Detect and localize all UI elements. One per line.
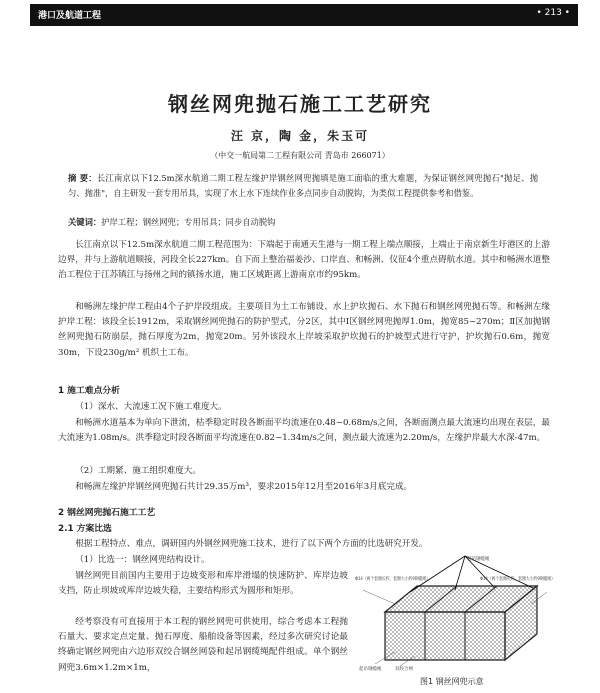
keywords xyxy=(68,216,538,229)
section-1-item-1: （1）深水、大流速工况下施工难度大。 xyxy=(75,402,227,412)
section-1-item-2: （2）工期紧、施工组织难度大。 xyxy=(75,466,201,476)
wire-mesh-bag-diagram xyxy=(355,552,569,672)
section-1-paragraph-2: 和畅洲左缘护岸钢丝网兜抛石共计29.35万m³，要求2015年12月至2016年3月底完成。 xyxy=(75,482,413,492)
section-1-paragraph-1: 和畅洲水道基本为单向下泄流，枯季稳定时段各断面平均流速在0.48~0.68m/s之间，各断面测点最大流速均出现在表层，最大流速为1.08m/s。洪季稳定时段各断面平均流速在0.82~1.34m/s之间，测点最大流速为2.20m/s，左缘护岸最大水深-47m。 xyxy=(58,418,550,444)
label-bottom-cable: 起吊钢缆绳 xyxy=(359,667,382,672)
abstract-text: 长江南京以下12.5m深水航道二期工程左缘护岸钢丝网兜抛填是施工面临的重大难题，为保证钢丝网兜抛石"抛足、抛匀、抛准"，自主研发一套专用吊具，实现了水上水下连续作业多点同步自动脱钩，为类似工程提供参考和借鉴。 xyxy=(68,173,538,198)
section-2-1-heading: 2.1 方案比选 xyxy=(58,524,112,534)
section-2-item-1: （1）比选一：钢丝网兜结构设计。 xyxy=(75,555,210,565)
label-right: Φ14（两个套圈长约，套圈大小约9钢缆绳） xyxy=(480,577,569,582)
section-2-paragraph-2: 钢丝网兜目前国内主要用于边坡变形和库岸滑塌的快速防护、库岸边坡支挡，防止坝坡或库岸边坡失稳，主要结构形式为圆形和矩形。 xyxy=(58,571,348,597)
label-bottom-mesh: 双绞合网 xyxy=(395,667,413,672)
section-2-heading: 2 钢丝网兜抛石施工工艺 xyxy=(58,508,156,518)
section-2-paragraph-3: 经考察没有可直接用于本工程的钢丝网兜可供使用，综合考虑本工程抛石量大、要求定点定量、抛石厚度、船舶设备等因素，经过多次研究讨论最终确定钢丝网兜由六边形双绞合钢丝网袋和起吊钢缆绳配件组成。单个钢丝网兜3.6m×1.2m×1m， xyxy=(58,617,348,673)
journal-name: 港口及航道工程 xyxy=(38,11,102,21)
running-header-bar xyxy=(30,4,578,26)
keywords-text: 护岸工程；钢丝网兜；专用吊具；同步自动脱钩 xyxy=(101,217,276,227)
section-2-paragraph-1: 根据工程特点、难点，调研国内外钢丝网兜施工技术，进行了以下两个方面的比选研究开发。 xyxy=(75,539,428,549)
abstract xyxy=(68,171,538,200)
section-1-heading: 1 施工难点分析 xyxy=(58,386,120,396)
label-top-cable: 起吊钢缆绳 xyxy=(467,557,490,562)
figure-1 xyxy=(355,552,569,672)
label-left: Φ14（两个套圈长约，套圈大小约9钢缆绳） xyxy=(355,577,444,582)
authors: 汪 京，陶 金，朱玉可 xyxy=(230,129,370,143)
abstract-label: 摘 要： xyxy=(68,173,97,183)
intro-paragraph-2: 和畅洲左缘护岸工程由4个子护岸段组成。主要项目为土工布铺设、水上护坎抛石、水下抛石和钢丝网兜抛石等。和畅洲左缘护岸工程：该段全长1912m，采取钢丝网兜抛石的防护型式，分2区，其中Ⅰ区钢丝网兜抛厚1.0m，抛宽85~270m；Ⅱ区加抛钢丝网兜抛石防崩层，抛石厚度为2m，抛宽20m。另外该段水上岸坡采取护坎抛石的护坡型式进行守护，护坎抛石0.6m，抛宽30m，下设230g/m² 机织土工布。 xyxy=(58,302,550,358)
figure-1-caption: 图1 钢丝网兜示意 xyxy=(420,677,484,686)
intro-paragraph-1: 长江南京以下12.5m深水航道二期工程范围为：下端起于南通天生港与一期工程上端点顺接，上端止于南京新生圩港区的上游边界，并与上游航道顺接，河段全长227km。自下而上整治福姜沙、口岸直、和畅洲、仪征4个重点碍航水道。其中和畅洲水道整治工程位于江苏镇江与扬州之间的镇扬水道，施工区域距离上游南京市约95km。 xyxy=(58,240,550,281)
affiliation: （中交一航局第二工程有限公司 青岛市 266071） xyxy=(210,151,390,160)
bag-front-face xyxy=(385,612,505,660)
page-number: • 213 • xyxy=(536,8,570,18)
paper-title: 钢丝网兜抛石施工工艺研究 xyxy=(168,92,432,116)
keywords-label: 关键词： xyxy=(68,217,102,227)
